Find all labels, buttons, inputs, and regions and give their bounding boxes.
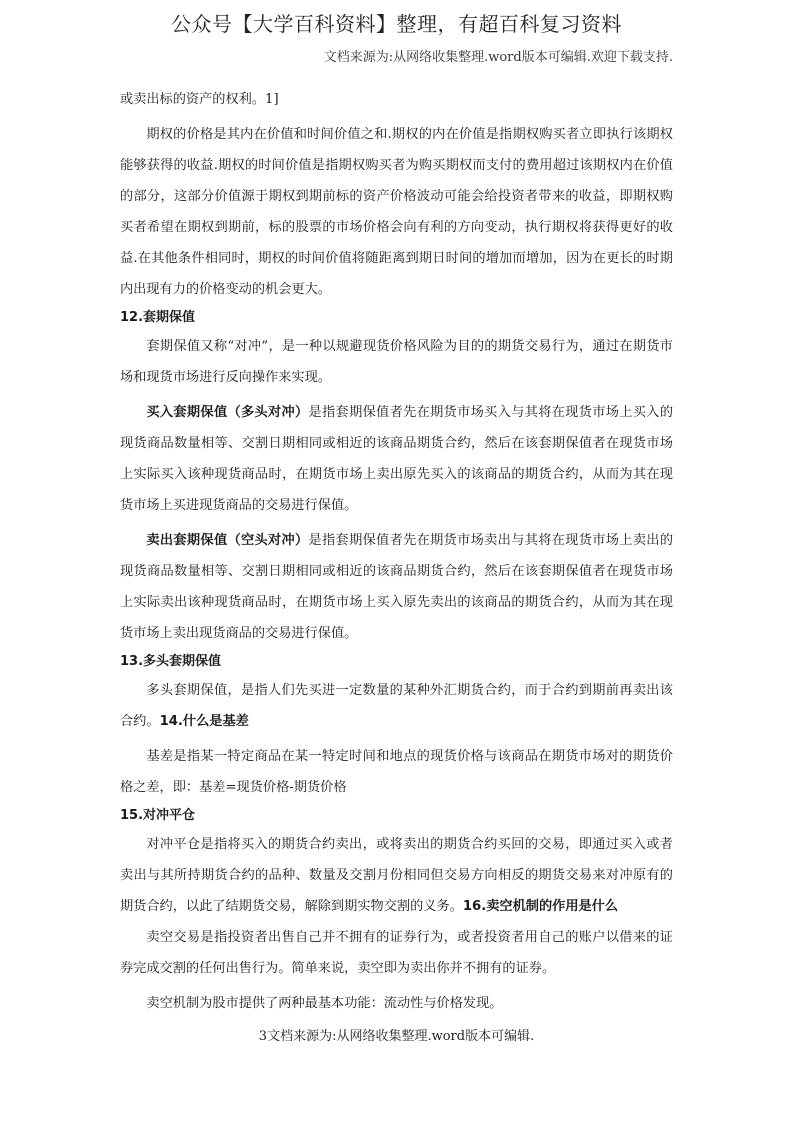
short-hedge-text: 是指套期保值者先在期货市场卖出与其将在现货市场上卖出的现货商品数量相等、交割日期相同或相近的该商品期货合约，然后在该套期保值者在现货市场上实际卖出该种现货商品时，在期货市场上买入原先卖出的该商品的期货合约，从而为其在现货市场上卖出现货商品的交易进行保值。: [120, 533, 674, 641]
term-long-hedge: 买入套期保值（多头对冲）: [146, 405, 309, 420]
document-body: [120, 84, 673, 1019]
paragraph-continued: 或卖出标的资产的权利。1]: [120, 92, 279, 107]
paragraph-long-futures: [120, 675, 673, 737]
heading-16: 16.卖空机制的作用是什么: [462, 899, 619, 914]
footer-text: 3文档来源为:从网络收集整理.word版本可编辑.: [258, 1029, 535, 1044]
paragraph-short-mechanism: 卖空机制为股市提供了两种最基本功能：流动性与价格发现。: [146, 996, 503, 1011]
paragraph-short-selling: 卖空交易是指投资者出售自己并不拥有的证券行为，或者投资者用自己的账户以借来的证券完成交割的任何出售行为。简单来说，卖空即为卖出你并不拥有的证券。: [120, 930, 673, 976]
long-futures-text: 多头套期保值，是指人们先买进一定数量的某种外汇期货合约，而于合约到期前再卖出该合约。: [120, 683, 673, 729]
heading-12: 12.套期保值: [120, 310, 196, 325]
paragraph-long-hedge: [120, 397, 673, 521]
paragraph-option-price: 期权的价格是其内在价值和时间价值之和.期权的内在价值是指期权购买者立即执行该期权能够获得的收益.期权的时间价值是指期权购买者为购买期权而支付的费用超过该期权内在价值的部分，这部分价值源于期权到期前标的资产价格波动可能会给投资者带来的收益，即期权购买者希望在期权到期前，标的股票的市场价格会向有利的方向变动，执行期权将获得更好的收益.在其他条件相同时，期权的时间价值将随距离到期日时间的增加而增加，因为在更长的时期内出现有力的价格变动的机会更大。: [120, 127, 673, 297]
header-title: 公众号【大学百科资料】整理，有超百科复习资料: [171, 12, 622, 36]
paragraph-hedging: 套期保值又称“对冲”，是一种以规避现货价格风险为目的的期货交易行为，通过在期货市场和现货市场进行反向操作来实现。: [120, 339, 673, 385]
offset-text: 对冲平仓是指将买入的期货合约卖出，或将卖出的期货合约买回的交易，即通过买入或者卖出与其所持期货合约的品种、数量及交割月份相同但交易方向相反的期货交易来对冲原有的期货合约，以此了结期货交易，解除到期实物交割的义务。: [120, 837, 673, 914]
heading-14: 14.什么是基差: [159, 714, 249, 729]
paragraph-short-hedge: [120, 525, 673, 649]
paragraph-offset: [120, 829, 673, 922]
header-subtitle: 文档来源为:从网络收集整理.word版本可编辑.欢迎下载支持.: [323, 50, 673, 65]
heading-13: 13.多头套期保值: [120, 654, 222, 669]
long-hedge-text: 是指套期保值者先在期货市场买入与其将在现货市场上买入的现货商品数量相等、交割日期相同或相近的该商品期货合约，然后在该套期保值者在现货市场上实际买入该种现货商品时，在期货市场上卖出原先买入的该商品的期货合约，从而为其在现货市场上买进现货商品的交易进行保值。: [120, 405, 674, 513]
heading-15: 15.对冲平仓: [120, 808, 196, 823]
paragraph-basis: 基差是指某一特定商品在某一特定时间和地点的现货价格与该商品在期货市场对的期货价格之差，即：基差=现货价格-期货价格: [120, 749, 673, 795]
term-short-hedge: 卖出套期保值（空头对冲）: [146, 533, 309, 548]
